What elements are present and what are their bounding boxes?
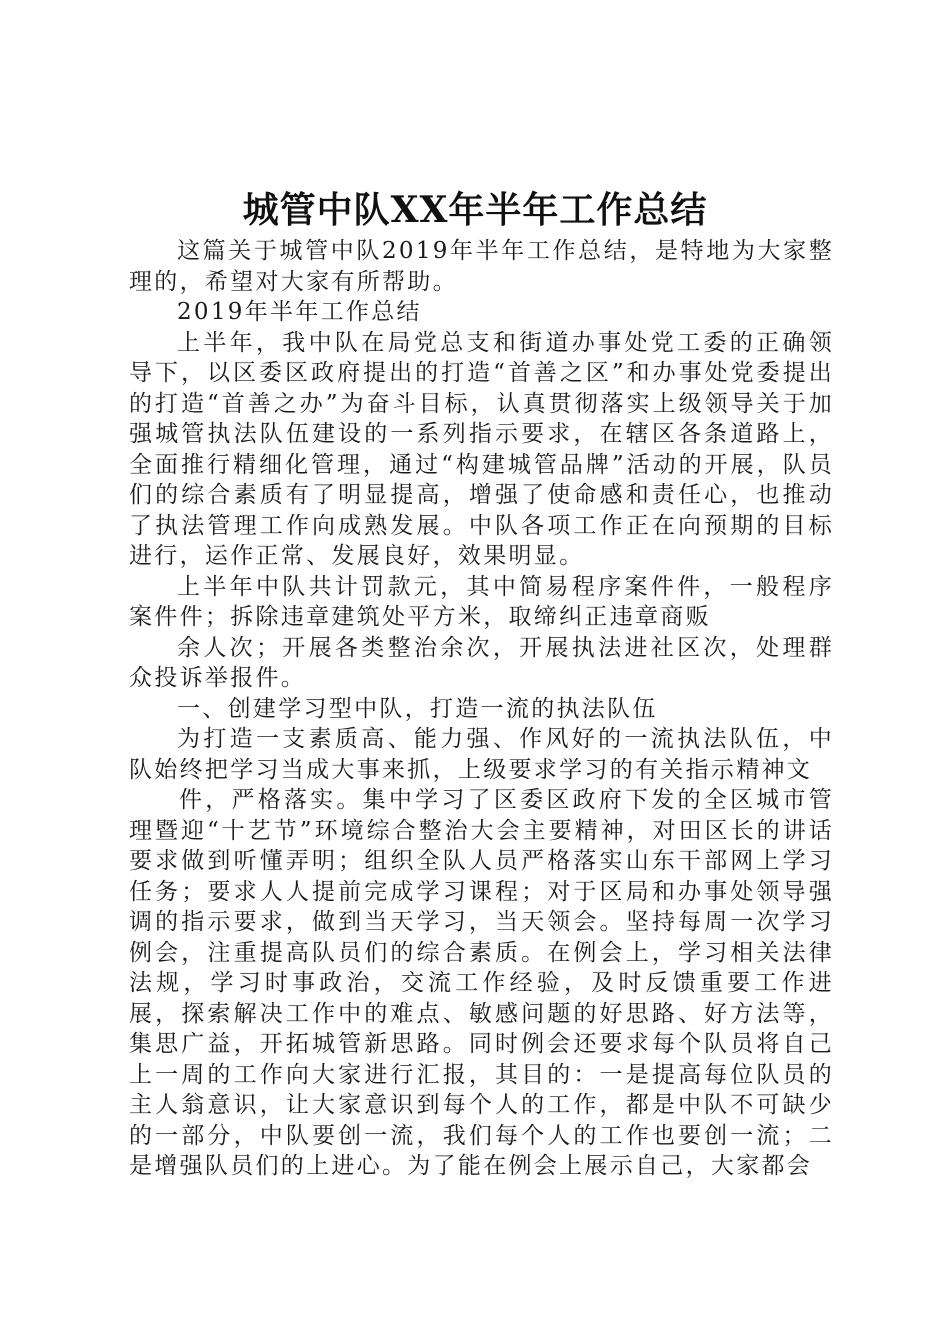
paragraph-intro: 这篇关于城管中队2019年半年工作总结，是特地为大家整理的，希望对大家有所帮助。 [129,238,834,295]
paragraph-statistics-continued: 余人次；开展各类整治余次，开展执法进社区次，处理群众投诉举报件。 [129,634,834,691]
document-title: 城管中队XX年半年工作总结 [242,189,708,231]
paragraph-subtitle: 2019年半年工作总结 [177,299,422,325]
document-body [129,236,834,1182]
paragraph-section-1-intro: 为打造一支素质高、能力强、作风好的一流执法队伍，中队始终把学习当成大事来抓，上级要求学习的有关指示精神文 [129,726,834,783]
section-heading-1: 一、创建学习型中队，打造一流的执法队伍 [177,695,658,722]
paragraph-overview: 上半年，我中队在局党总支和街道办事处党工委的正确领导下，以区委区政府提出的打造“首善之区”和办事处党委提出的打造“首善之办”为奋斗目标，认真贯彻落实上级领导关于加强城管执法队伍建设的一系列指示要求，在辖区各条道路上，全面推行精细化管理，通过“构建城管品牌”活动的开展，队员们的综合素质有了明显提高，增强了使命感和责任心，也推动了执法管理工作向成熟发展。中队各项工作正在向预期的目标进行，运作正常、发展良好，效果明显。 [129,329,834,569]
paragraph-section-1-body: 件，严格落实。集中学习了区委区政府下发的全区城市管理暨迎“十艺节”环境综合整治大会主要精神，对田区长的讲话要求做到听懂弄明；组织全队人员严格落实山东干部网上学习任务；要求人人提前完成学习课程；对于区局和办事处领导强调的指示要求，做到当天学习，当天领会。坚持每周一次学习例会，注重提高队员们的综合素质。在例会上，学习相关法律法规，学习时事政治，交流工作经验，及时反馈重要工作进展，探索解决工作中的难点、敏感问题的好思路、好方法等，集思广益，开拓城管新思路。同时例会还要求每个队员将自己上一周的工作向大家进行汇报，其目的：一是提高每位队员的主人翁意识，让大家意识到每个人的工作，都是中队不可缺少的一部分，中队要创一流，我们每个人的工作也要创一流；二是增强队员们的上进心。为了能在例会上展示自己，大家都会 [129,787,834,1179]
paragraph-statistics: 上半年中队共计罚款元，其中简易程序案件件，一般程序案件件；拆除违章建筑处平方米，取缔纠正违章商贩 [129,573,834,630]
